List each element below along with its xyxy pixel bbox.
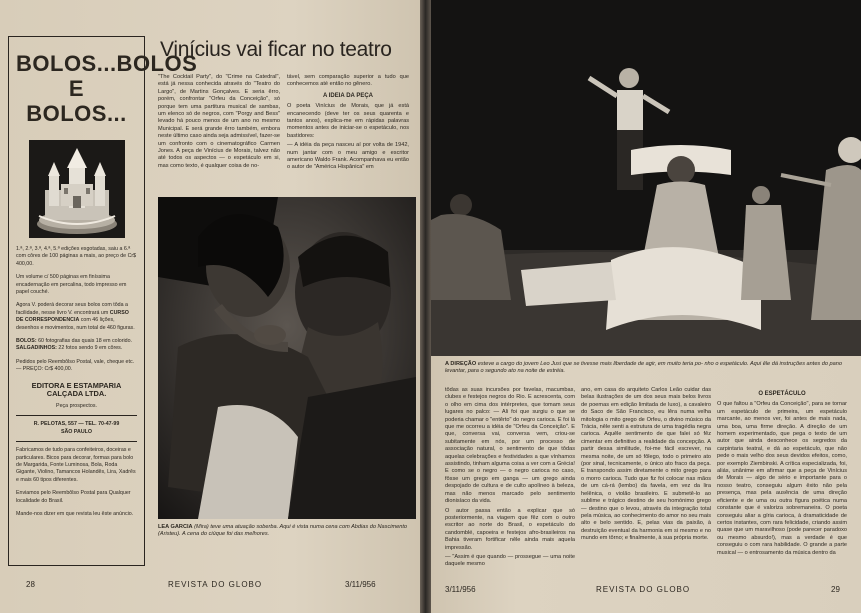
photo-caption <box>158 524 416 538</box>
ad-photos-text: BOLOS: 60 fotografias das quais 18 em colorido. SALGADINHOS: 22 fotos sendo 9 em côres. <box>16 338 133 352</box>
magazine-name: REVISTA DO GLOBO <box>596 585 691 594</box>
caption-text-continued: nho o espetáculo. Aqui êle dá instruções antes do pano levantar, para o segundo ato na noite de estréia. <box>445 361 842 374</box>
caption-director-label: A DIREÇÃO <box>445 361 477 367</box>
column-text: ano, em casa do arquiteto Carlos Leão cuidar das belas ilustrações de um dos seus mais belos livros de poemas em edição limitada de luxo), a cavaleiro do Saco de São Francisco, eu lêra numa velha mitologia o mito grego de Orfeu, o divino músico da Trácia, nêle senti a estrutura de uma tragédia negra carioca. Aquêle sentimento de que falei só fêz cimentar em definitivo a realidade da concepção. A partir dessa similitude, foi-me fácil escrever, na mesma noite, de um só fôlego, todo o primeiro ato (por sinal, tecnicamente, o único ato fraco da peça. E transpondo assim diretamente o mito grego para o morro carioca. Tudo que fiz foi colocar nas mãos de um cá-rá (lembo) da favela, em vez da lira helênica, o violão brasileiro. E submetê-lo ao sublime e trágico destino de seu homónimo grego — destino que o levou, através da integração total pela música, ao conhecimento do amor no seu mais alto e belo sentido. E, pelas vias da paixão, à destruição eventual da harmonia em si mesmo e no mundo em tôrno; e finalmente, à sua própria morte. <box>581 387 711 542</box>
ad-course-text: Agora V. poderá decorar seus bolos com tôda a facilidade, nesse livro V. encontrará um CURSO DE CORRESPONDENCIA com 46 lições, desenhos e movimentos, num total de 460 figuras. <box>16 302 135 331</box>
actors-scene-photo <box>158 197 416 519</box>
column-text: O autor passa então a explicar que só posteriormente, na viagem que fêz com o outro escritor ao norte do Brasil, o espetáculo do candomblé, capoeira e festejos afro-brasileiros na Bahia tiveram fortificar nêle ainda mais aquela impressão. <box>445 507 575 551</box>
stage-rehearsal-photo <box>431 0 861 356</box>
ad-title-line-2: E BOLOS... <box>26 76 127 126</box>
article-column-1 <box>158 74 280 172</box>
page-gutter <box>420 0 431 613</box>
ad-title-line-1: BOLOS...BOLOS <box>16 51 198 76</box>
caption-text: (Mira) teve uma atuação soberba. Aqui é vista numa cena com Abdias do Nascimento (Aristeu). A cena do ciúque foi das melhores. <box>158 524 408 537</box>
issue-date: 3/11/956 <box>445 585 476 594</box>
column-text: tável, sem comparação superior a tudo que conhecemos até então no gênero. <box>287 74 409 88</box>
magazine-name: REVISTA DO GLOBO <box>168 580 263 589</box>
ad-company-name: EDITORA E ESTAMPARIA CALÇADA LTDA. <box>31 380 122 399</box>
article-headline: Vinícius vai ficar no teatro <box>160 38 392 61</box>
section-heading: O ESPETÁCULO <box>758 391 806 397</box>
page-number: 29 <box>831 585 840 594</box>
ad-prospectus-text: Peça prospectos. <box>56 402 97 409</box>
ad-divider-2 <box>16 441 137 442</box>
ad-products-text: Fabricamos de tudo para confeiteiros, doceiras e particulares. Bicos para decorar, formas para bolo de Margarida, Fonte Luminosa, Bola, Roda Gigante, Violino, Tamancos Holandês, Lira, Xadrês e mais 60 tipos diferentes. <box>16 447 136 483</box>
section-heading: A IDEIA DA PEÇA <box>322 92 373 99</box>
stage-photo-caption <box>445 361 850 375</box>
ad-address: R. PELOTAS, 557 — TEL. 70-47-99 <box>33 421 120 428</box>
article-column-3 <box>445 387 575 571</box>
issue-date: 3/11/956 <box>345 580 376 589</box>
column-text: — A idéia da peça nasceu aí por volta de 1942, num jantar com o meu amigo e escritor americano Waldo Frank. Acompanhava eu então o autor de "América Hispânica" em <box>287 142 409 171</box>
column-text: "The Cocktail Party", do "Crime na Catedral", está já nessa conhecida através do "Teatro do Largo", de Martins Gonçalves. E seria êrro, porém, confrontar "Orfeu da Conceição", só porque tem uma partitura musical de sambas, um elenco só de negros, com "Porgy and Bess" levado há pouco menos de um ano no mesmo Municipal. E será grande êrro também, embora neste último caso ainda seja admissível, fazer-se um confronto com o cinematográfico Carmen Jones. A peça de Vinícius de Morais, talvez não até todos os aspectos — o espetáculo em si, mas como texto, é qualquer coisa de no- <box>158 74 280 169</box>
left-page <box>0 0 420 613</box>
article-column-5 <box>717 387 847 559</box>
article-column-4 <box>581 387 711 545</box>
caption-text: esteve a cargo do jovem Leo Jusi que se tivesse mais liberdade de agir, em muito teria po- <box>477 361 703 367</box>
column-text: O poeta Vinícius de Morais, que já está encanecendo (deve ter os seus quarenta e tantos anos), explica-me em rápidas palavras momentos antes de iniciar-se o espetáculo, nos bastidores: <box>287 103 409 139</box>
column-text: tôdas as suas incursões por favelas, macumbas, clubes e festejos negros do Rio. E acrescenta, com o olho em cima dos intérpretes, que tomam seus lugares no palco: — Ali foi que surgiu o que se poderia chamar o "entêrto" do negro carioca. E foi lá que me ocorreu a idéia de "Orfeu da Conceição". E que, conversa vai, conversa vem, criou-se subitamente em nós, por um processo de associação natural, o sentimento de que tôdas aquelas celebrações e festividades a que vínhamos assistindo, tinham alguma coisa a ver com a Grécia! E como se o negro — o negro carioca no caso, fôsse um grego em ganga — um grego ainda despojado de cultura e de culto apolíneo à beleza, mas não menos marcado pelo sentimento dionisíaco da vida. <box>445 387 575 505</box>
caption-name: LEA GARCIA <box>158 524 193 530</box>
ad-editions-text: 1.ª, 2.ª, 3.ª, 4.ª, 5.ª edições esgotadas, saiu a 6.ª com côres de 100 páginas a mais, ao preço de Cr$ 400,00. <box>16 246 137 267</box>
cake-castle-photo <box>29 140 125 238</box>
ad-price-text: Pedidos pelo Reembôlso Postal, vale, cheque etc. — PREÇO: Cr$ 400,00. <box>16 358 135 373</box>
column-text: O que faltou a "Orfeu da Conceição", para se tornar um espetáculo de primeira, um espetáculo marcante, ao menos ver, foi antes de mais nada, uma boa, uma firme direção. A direção de um homem experimentado, que pega o texto de um autor que ainda desconhece os segredos da carpintaria teatral, e dá ao espetáculo, que não pede o mais velho dos seus devidos efeitos, como, por exemplo Ziembinski. A crítica especializada, foi, aliás, unânime em afirmar que a peça de Vinícius de Morais — algo de sério e importante para o nosso teatro, conseguiu algum êxito não pela presença, mas pela ausência de uma direção eficiente e de uma ou outra figura poética numa constante que é valoriza sobremaneira. O poeta conseguiu aliar a gíria carioca, à dramaticidade de certos instantes, com rara felicidade, criando assim quase que um maravilhoso (pode parecer paradoxo ou mesmo absurdo!), mas a verdade é que conseguiu o com rara habilidade. O grande a parte musical — o entrosamento da música dentro da <box>717 401 847 556</box>
right-page <box>431 0 861 613</box>
ad-city: SÃO PAULO <box>60 428 93 435</box>
page-number: 28 <box>26 580 35 589</box>
ad-divider <box>16 415 137 416</box>
ad-shipping-text: Enviamos pelo Reembôlso Postal para Qualquer localidade do Brasil. <box>16 490 131 504</box>
ad-request-text: Mande-nos dizer em que revista leu êste anúncio. <box>16 510 134 517</box>
ad-title <box>16 51 198 126</box>
ad-volume-text: Um volume c/ 500 páginas em finíssima encadernação em percalina, todo impresso em papel couché. <box>16 274 127 296</box>
article-column-2 <box>287 74 409 174</box>
column-text: — "Assim é que quando — prossegue — uma noite daquele mesmo <box>445 553 575 568</box>
